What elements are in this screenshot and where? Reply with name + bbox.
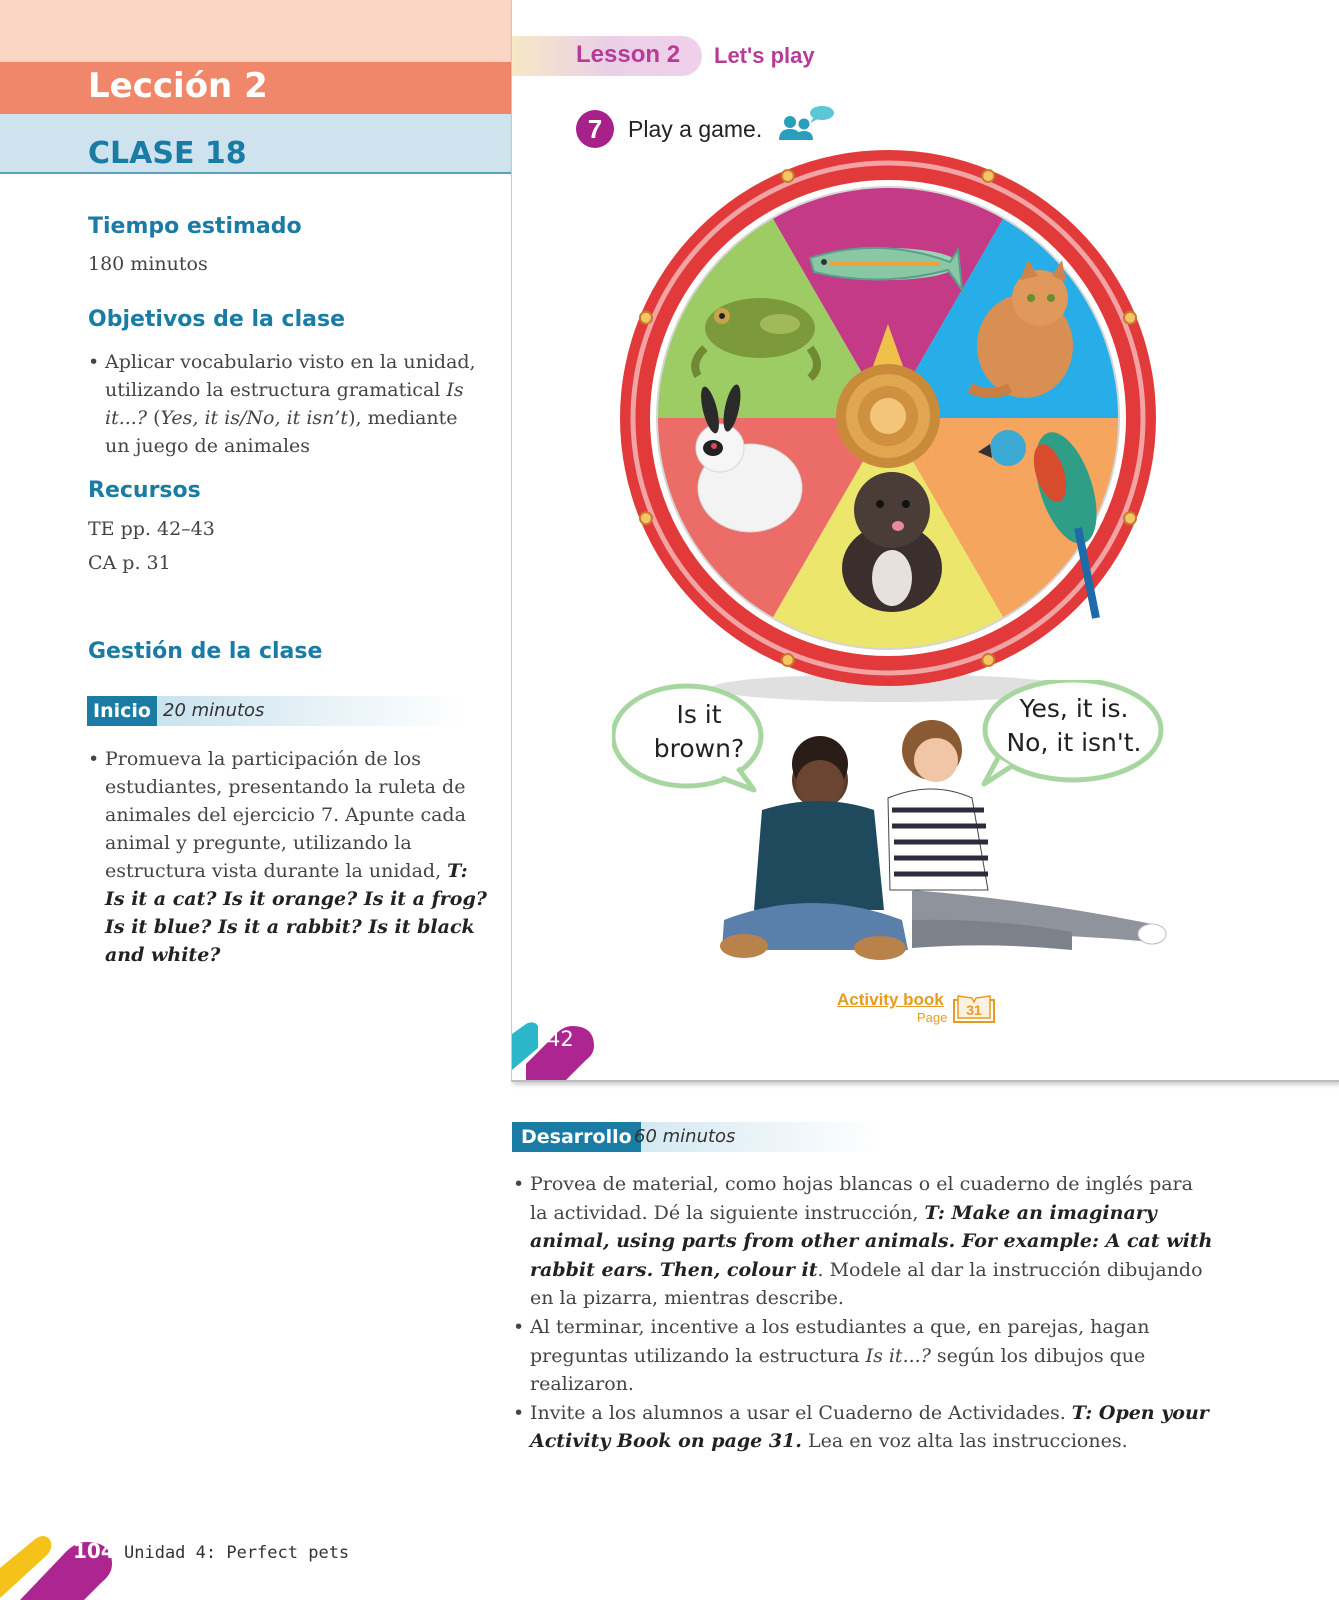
inicio-label: Inicio	[87, 696, 157, 726]
bubble-left-line1: Is it	[676, 700, 722, 729]
recurso-item: TE pp. 42–43	[88, 518, 215, 540]
wheel-bolt	[982, 654, 994, 666]
objetivo-item: • Aplicar vocabulario visto en la unidad, utilizando la estructura gramatical Is it...? (Yes, it is/No, it isn’t), mediante un juego de animales	[88, 348, 488, 460]
inicio-pill	[87, 696, 467, 726]
recursos-heading: Recursos	[88, 478, 201, 503]
student-page-number: 42	[547, 1027, 574, 1051]
bubble-right-line2: No, it isn't.	[1006, 728, 1142, 757]
bubble-left-line2: brown?	[653, 734, 745, 763]
desarrollo-item: • Invite a los alumnos a usar el Cuaderno de Actividades. T: Open your Activity Book on page 31. Lea en voz alta las instrucciones.	[513, 1399, 1213, 1456]
lesson-label: Lesson 2	[576, 41, 681, 68]
wheel-bolt	[640, 312, 652, 324]
wheel-bolt	[1124, 512, 1136, 524]
recurso-item: CA p. 31	[88, 552, 171, 574]
leccion-title: Lección 2	[88, 66, 268, 106]
inicio-item: • Promueva la participación de los estudiantes, presentando la ruleta de animales del ejercicio 7. Apunte cada animal y pregunte, utilizando la estructura vista durante la unidad, T: Is it a cat? Is it orange? Is it a frog? Is it blue? Is it a rabbit? Is it black and white?	[88, 745, 493, 969]
wheel-bolt	[1124, 312, 1136, 324]
activity-book-page-word: Page	[917, 1010, 948, 1025]
wheel-bolt	[640, 512, 652, 524]
objetivos-heading: Objetivos de la clase	[88, 307, 345, 332]
footer-unit-label: Unidad 4: Perfect pets	[124, 1543, 350, 1563]
activity-book-page-number: 31	[966, 1002, 982, 1018]
header-band-clase	[0, 114, 512, 174]
activity-book-link[interactable]: Activity book	[837, 990, 944, 1009]
gestion-heading: Gestión de la clase	[88, 639, 323, 664]
wheel-bolt	[982, 170, 994, 182]
student-book-page	[511, 0, 1339, 1082]
animal-spinner-wheel	[610, 148, 1166, 704]
footer-page-number: 104	[73, 1539, 115, 1563]
desarrollo-list	[513, 1170, 1213, 1456]
objetivos-list	[88, 348, 488, 460]
desarrollo-minutes: 60 minutos	[634, 1126, 736, 1147]
activity-number: 7	[576, 110, 614, 148]
boy-figure	[720, 736, 908, 960]
desarrollo-item: • Provea de material, como hojas blancas o el cuaderno de inglés para la actividad. Dé la siguiente instrucción, T: Make an imaginary animal, using parts from other animals. For example: A cat with rabbit ears. Then, colour it. Modele al dar la instrucción dibujando en la pizarra, mientras describe.	[513, 1170, 1213, 1313]
inicio-minutes: 20 minutos	[163, 700, 265, 721]
header-band-top	[0, 0, 512, 62]
tiempo-heading: Tiempo estimado	[88, 214, 302, 239]
bubble-right-line1: Yes, it is.	[1019, 694, 1129, 723]
activity-title: Play a game.	[628, 116, 763, 142]
desarrollo-pill	[512, 1122, 884, 1152]
tiempo-value: 180 minutos	[88, 253, 208, 275]
clase-title: CLASE 18	[88, 136, 247, 171]
wheel-bolt	[782, 654, 794, 666]
desarrollo-label: Desarrollo	[512, 1122, 641, 1152]
inicio-list	[88, 745, 493, 969]
desarrollo-item: • Al terminar, incentive a los estudiantes a que, en parejas, hagan preguntas utilizando la estructura Is it...? según los dibujos que realizaron.	[513, 1313, 1213, 1399]
pair-work-icon	[774, 104, 836, 144]
section-title: Let's play	[714, 43, 815, 68]
wheel-bolt	[782, 170, 794, 182]
